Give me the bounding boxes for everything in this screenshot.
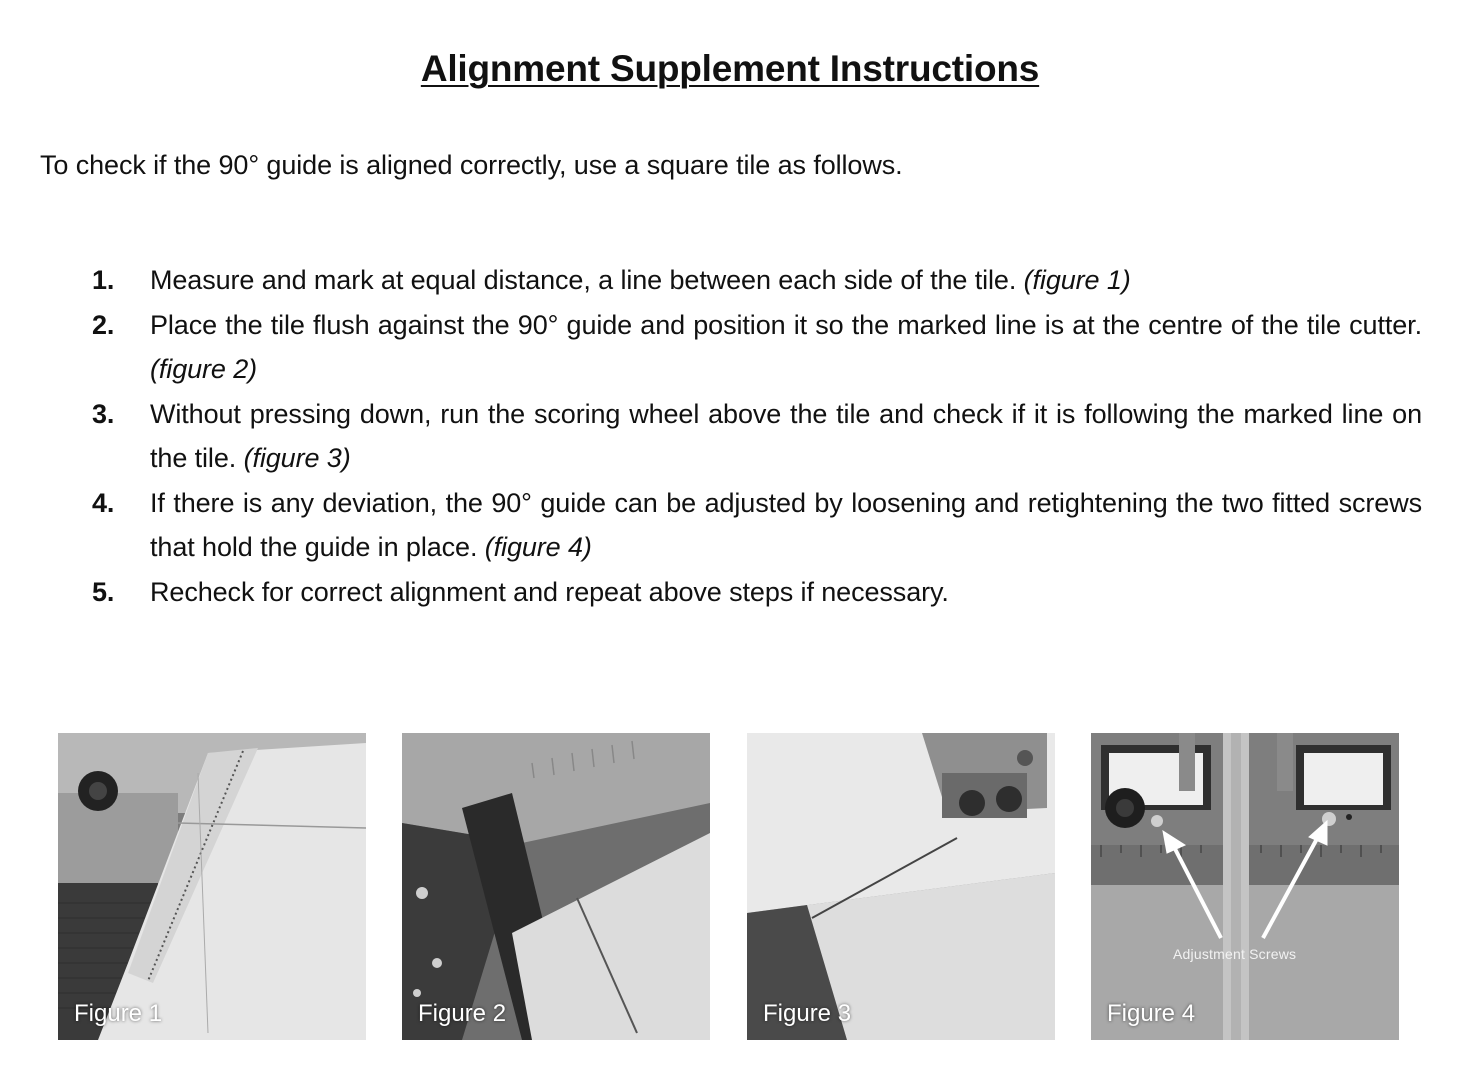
step-body: If there is any deviation, the 90° guide can be adjusted by loosening and retightening the two fitted screws that hold the guide in place. [150,487,1422,562]
step-4 [92,481,1422,570]
step-number: 2. [92,309,115,340]
step-2 [92,303,1422,392]
step-number: 5. [92,576,115,607]
intro-paragraph: To check if the 90° guide is aligned correctly, use a square tile as follows. [40,150,903,180]
step-number: 1. [92,265,115,295]
figure-2-image [402,733,710,1040]
figure-reference: (figure 4) [484,532,592,562]
step-text [150,258,1422,303]
figure-4-image [1091,733,1399,1040]
figure-2-photo [402,733,710,1040]
step-body: Without pressing down, run the scoring wheel above the tile and check if it is following the marked line on the tile. [150,398,1422,473]
step-3 [92,392,1422,481]
step-body: Measure and mark at equal distance, a line between each side of the tile. [150,265,1017,295]
figure-3-photo [747,733,1055,1040]
step-1 [92,258,1422,303]
step-text [150,570,1422,615]
adjustment-screws-label: Adjustment Screws [1173,946,1297,962]
figure-reference: (figure 3) [243,443,351,473]
figure-caption: Figure 3 [763,1000,852,1027]
step-number: 3. [92,398,115,429]
figure-3-image [747,733,1055,1040]
figure-4-photo [1091,733,1399,1040]
step-text [150,303,1422,392]
step-number: 4. [92,487,115,518]
figure-caption: Figure 4 [1107,1000,1196,1027]
page-title: Alignment Supplement Instructions [420,48,1040,89]
figure-row [58,733,1398,1040]
step-5 [92,570,1422,615]
instruction-steps [92,258,1422,614]
step-body: Place the tile flush against the 90° guide and position it so the marked line is at the centre of the tile cutter. [150,309,1422,340]
figure-reference: (figure 1) [1023,265,1131,295]
figure-caption: Figure 1 [74,1000,163,1027]
step-text [150,481,1422,570]
figure-1-photo [58,733,366,1040]
step-text [150,392,1422,481]
figure-reference: (figure 2) [150,354,258,384]
figure-1-image [58,733,366,1040]
figure-caption: Figure 2 [418,1000,507,1027]
step-body: Recheck for correct alignment and repeat above steps if necessary. [150,576,949,607]
